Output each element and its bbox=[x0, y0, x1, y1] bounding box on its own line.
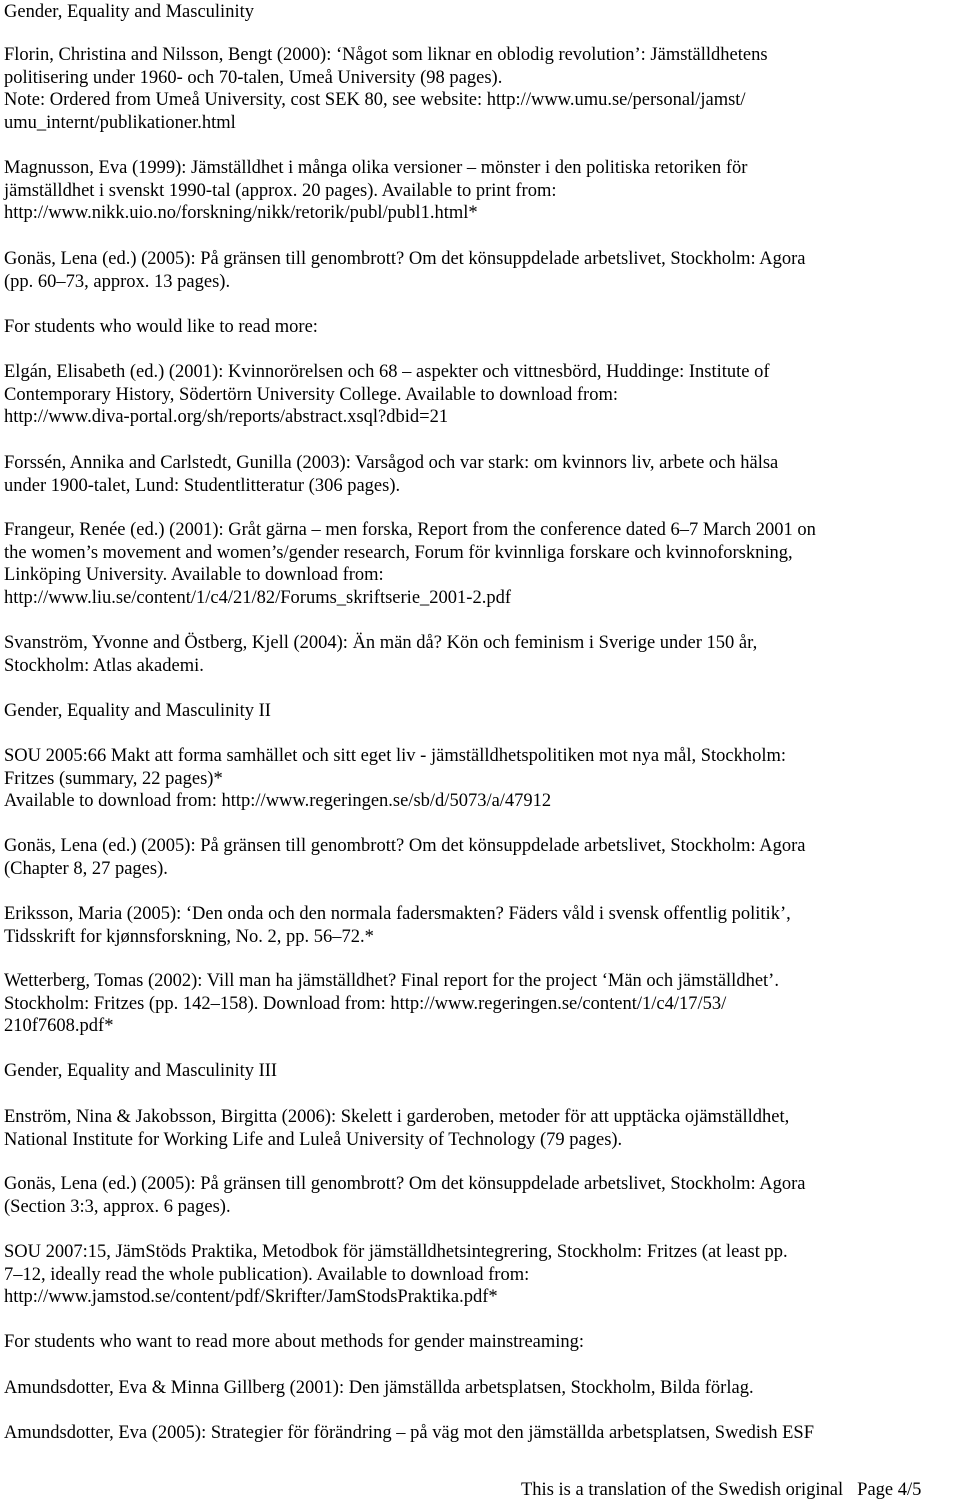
bibliography-entry bbox=[4, 1106, 956, 1151]
entry-line: 7–12, ideally read the whole publication). Available to download from: bbox=[4, 1264, 530, 1285]
bibliography-entry bbox=[4, 1377, 956, 1400]
entry-line: Forssén, Annika and Carlstedt, Gunilla (2003): Varsågod och var stark: om kvinnors liv, arbete och hälsa bbox=[4, 453, 779, 473]
entry-line: Florin, Christina and Nilsson, Bengt (2000): ‘Något som liknar en oblodig revolution’: Jämställdhetens bbox=[4, 45, 768, 65]
entry-line: Contemporary History, Södertörn University College. Available to download from: bbox=[4, 384, 618, 405]
bibliography-entry bbox=[4, 248, 956, 293]
heading-text: Gender, Equality and Masculinity III bbox=[4, 1061, 278, 1081]
entry-line: jämställdhet i svenskt 1990-tal (approx. 20 pages). Available to print from: bbox=[4, 180, 557, 201]
entry-line: Stockholm: Atlas akademi. bbox=[4, 655, 204, 676]
entry-line: Stockholm: Fritzes (pp. 142–158). Download from: http://www.regeringen.se/content/1/c4/17/53/ bbox=[4, 993, 727, 1014]
bibliography-entry bbox=[4, 903, 956, 948]
bibliography-entry bbox=[4, 157, 956, 225]
entry-line: http://www.nikk.uio.no/forskning/nikk/retorik/publ/publ1.html* bbox=[4, 203, 478, 223]
bibliography-entry bbox=[4, 745, 956, 813]
entry-line: Linköping University. Available to download from: bbox=[4, 565, 384, 585]
entry-line: Magnusson, Eva (1999): Jämställdhet i många olika versioner – mönster i den politiska retoriken för bbox=[4, 158, 748, 178]
entry-line: Amundsdotter, Eva (2005): Strategier för förändring – på väg mot den jämställda arbetsplatsen, Swedish ESF bbox=[4, 1423, 814, 1443]
entry-line: Gonäs, Lena (ed.) (2005): På gränsen till genombrott? Om det könsuppdelade arbetslivet, Stockholm: Agora bbox=[4, 1174, 806, 1194]
heading-text: For students who want to read more about methods for gender mainstreaming: bbox=[4, 1332, 585, 1352]
section-heading bbox=[4, 1, 956, 24]
bibliography-entry bbox=[4, 44, 956, 134]
entry-line: Tidsskrift for kjønnsforskning, No. 2, pp. 56–72.* bbox=[4, 926, 374, 947]
heading-text: For students who would like to read more: bbox=[4, 317, 318, 337]
bibliography-entry bbox=[4, 1241, 956, 1309]
entry-line: Frangeur, Renée (ed.) (2001): Gråt gärna – men forska, Report from the conference dated 6–7 March 2001 on bbox=[4, 520, 816, 540]
entry-line: Elgán, Elisabeth (ed.) (2001): Kvinnorörelsen och 68 – aspekter och vittnesbörd, Huddinge: Institute of bbox=[4, 362, 770, 382]
entry-line: Amundsdotter, Eva & Minna Gillberg (2001): Den jämställda arbetsplatsen, Stockholm, Bilda förlag. bbox=[4, 1378, 754, 1398]
entry-line: under 1900-talet, Lund: Studentlitteratur (306 pages). bbox=[4, 475, 401, 496]
entry-line: politisering under 1960- och 70-talen, Umeå University (98 pages). bbox=[4, 67, 503, 88]
bibliography-entry bbox=[4, 361, 956, 429]
section-heading bbox=[4, 1331, 956, 1354]
entry-line: umu_internt/publikationer.html bbox=[4, 112, 236, 133]
entry-line: (Section 3:3, approx. 6 pages). bbox=[4, 1196, 231, 1217]
section-heading bbox=[4, 700, 956, 723]
footer-page-number: Page 4/5 bbox=[857, 1480, 922, 1500]
heading-text: Gender, Equality and Masculinity bbox=[4, 2, 254, 22]
entry-line: Available to download from: http://www.regeringen.se/sb/d/5073/a/47912 bbox=[4, 791, 552, 811]
entry-line: Eriksson, Maria (2005): ‘Den onda och den normala fadersmakten? Fäders våld i svensk offentlig politik’, bbox=[4, 904, 791, 924]
heading-text: Gender, Equality and Masculinity II bbox=[4, 701, 271, 721]
entry-line: http://www.liu.se/content/1/c4/21/82/Forums_skriftserie_2001-2.pdf bbox=[4, 587, 511, 608]
bibliography-entry bbox=[4, 1173, 956, 1218]
entry-line: (pp. 60–73, approx. 13 pages). bbox=[4, 271, 231, 292]
footer-translation-note: This is a translation of the Swedish original bbox=[521, 1480, 844, 1500]
entry-line: (Chapter 8, 27 pages). bbox=[4, 858, 168, 879]
entry-line: National Institute for Working Life and Luleå University of Technology (79 pages). bbox=[4, 1129, 623, 1150]
entry-line: Wetterberg, Tomas (2002): Vill man ha jämställdhet? Final report for the project ‘Män och jämställdhet’. bbox=[4, 971, 779, 991]
entry-line: Note: Ordered from Umeå University, cost SEK 80, see website: http://www.umu.se/personal/jamst/ bbox=[4, 90, 746, 110]
entry-line: Svanström, Yvonne and Östberg, Kjell (2004): Än män då? Kön och feminism i Sverige under 150 år, bbox=[4, 633, 758, 653]
entry-line: 210f7608.pdf* bbox=[4, 1016, 114, 1036]
bibliography-entry bbox=[4, 519, 956, 609]
entry-line: SOU 2007:15, JämStöds Praktika, Metodbok för jämställdhetsintegrering, Stockholm: Fritzes (at least pp. bbox=[4, 1242, 788, 1262]
entry-line: http://www.jamstod.se/content/pdf/Skrifter/JamStodsPraktika.pdf* bbox=[4, 1287, 498, 1307]
bibliography-entry bbox=[4, 452, 956, 497]
entry-line: Enström, Nina & Jakobsson, Birgitta (2006): Skelett i garderoben, metoder för att upptäcka ojämställdhet, bbox=[4, 1107, 790, 1127]
entry-line: http://www.diva-portal.org/sh/reports/abstract.xsql?dbid=21 bbox=[4, 407, 449, 427]
entry-line: Gonäs, Lena (ed.) (2005): På gränsen till genombrott? Om det könsuppdelade arbetslivet, Stockholm: Agora bbox=[4, 836, 806, 856]
section-heading bbox=[4, 316, 956, 339]
entry-line: Fritzes (summary, 22 pages)* bbox=[4, 768, 223, 789]
bibliography-entry bbox=[4, 970, 956, 1038]
entry-line: the women’s movement and women’s/gender research, Forum för kvinnliga forskare och kvinnoforskning, bbox=[4, 542, 793, 563]
entry-line: SOU 2005:66 Makt att forma samhället och sitt eget liv - jämställdhetspolitiken mot nya mål, Stockholm: bbox=[4, 746, 787, 766]
bibliography-entry bbox=[4, 835, 956, 880]
bibliography-entry bbox=[4, 632, 956, 677]
bibliography-entry bbox=[4, 1422, 956, 1445]
page-footer bbox=[521, 1479, 921, 1502]
entry-line: Gonäs, Lena (ed.) (2005): På gränsen till genombrott? Om det könsuppdelade arbetslivet, Stockholm: Agora bbox=[4, 249, 806, 269]
section-heading bbox=[4, 1060, 956, 1083]
